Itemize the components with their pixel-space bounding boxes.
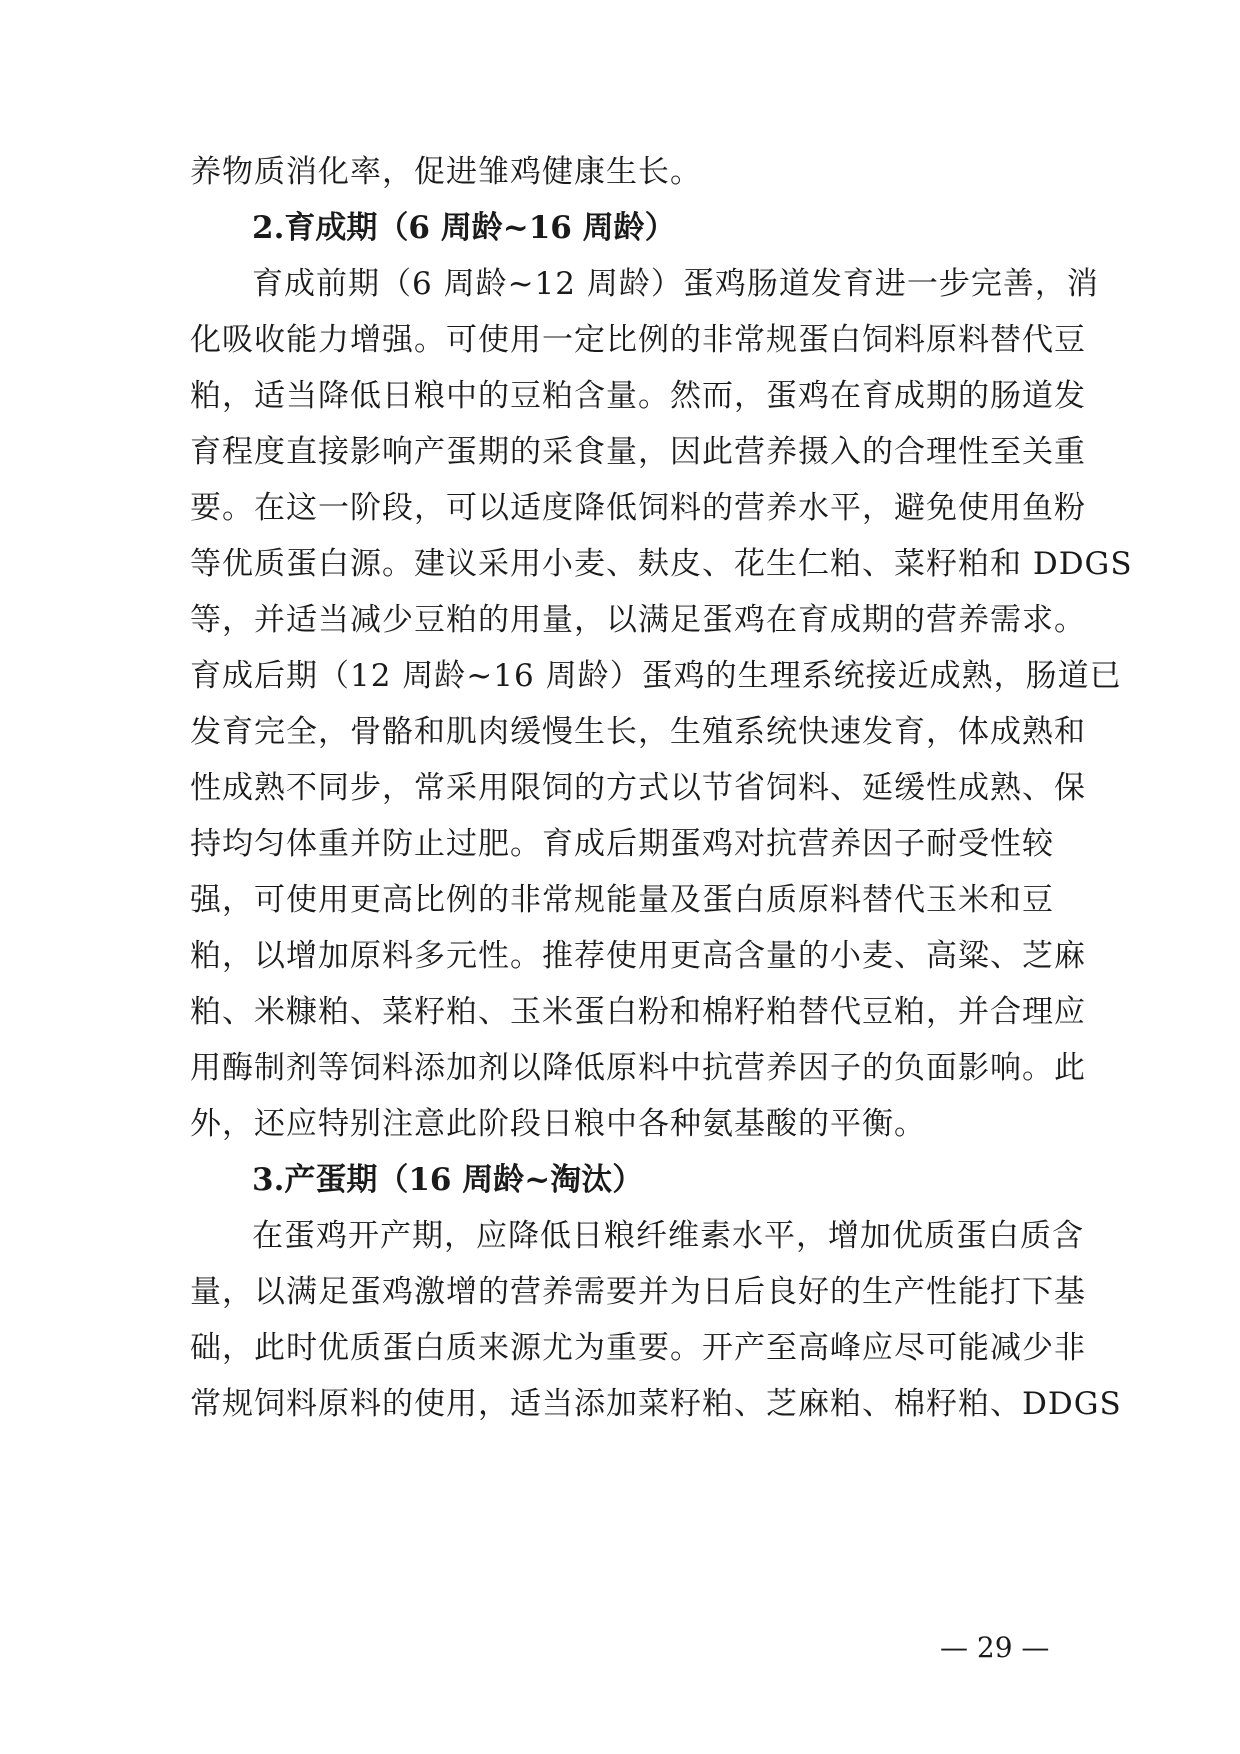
paragraph-line: 外，还应特别注意此阶段日粮中各种氨基酸的平衡。 — [190, 1106, 926, 1142]
section-heading-growing-period: 2.育成期（6 周龄~16 周龄） — [252, 210, 676, 246]
paragraph-line: 等，并适当减少豆粕的用量，以满足蛋鸡在育成期的营养需求。 — [190, 602, 1086, 638]
paragraph-line: 在蛋鸡开产期，应降低日粮纤维素水平，增加优质蛋白质含 — [252, 1218, 1084, 1254]
paragraph-line: 粕，适当降低日粮中的豆粕含量。然而，蛋鸡在育成期的肠道发 — [190, 378, 1086, 414]
paragraph-line: 育成前期（6 周龄~12 周龄）蛋鸡肠道发育进一步完善，消 — [252, 266, 1099, 302]
paragraph-line: 量，以满足蛋鸡激增的营养需要并为日后良好的生产性能打下基 — [190, 1274, 1086, 1310]
paragraph-line: 持均匀体重并防止过肥。育成后期蛋鸡对抗营养因子耐受性较 — [190, 826, 1054, 862]
paragraph-line: 等优质蛋白源。建议采用小麦、麸皮、花生仁粕、菜籽粕和 DDGS — [190, 546, 1133, 582]
paragraph-line: 粕、米糠粕、菜籽粕、玉米蛋白粉和棉籽粕替代豆粕，并合理应 — [190, 994, 1086, 1030]
paragraph-line: 常规饲料原料的使用，适当添加菜籽粕、芝麻粕、棉籽粕、DDGS — [190, 1386, 1122, 1422]
paragraph-line: 础，此时优质蛋白质来源尤为重要。开产至高峰应尽可能减少非 — [190, 1330, 1086, 1366]
paragraph-line: 育程度直接影响产蛋期的采食量，因此营养摄入的合理性至关重 — [190, 434, 1086, 470]
paragraph-line: 要。在这一阶段，可以适度降低饲料的营养水平，避免使用鱼粉 — [190, 490, 1086, 526]
paragraph-line: 强，可使用更高比例的非常规能量及蛋白质原料替代玉米和豆 — [190, 882, 1054, 918]
paragraph-line: 育成后期（12 周龄~16 周龄）蛋鸡的生理系统接近成熟，肠道已 — [190, 658, 1122, 694]
page-number: — 29 — — [940, 1631, 1050, 1664]
paragraph-line: 养物质消化率，促进雏鸡健康生长。 — [190, 154, 702, 190]
paragraph-line: 用酶制剂等饲料添加剂以降低原料中抗营养因子的负面影响。此 — [190, 1050, 1086, 1086]
section-heading-laying-period: 3.产蛋期（16 周龄~淘汰） — [252, 1162, 644, 1198]
paragraph-line: 性成熟不同步，常采用限饲的方式以节省饲料、延缓性成熟、保 — [190, 770, 1086, 806]
paragraph-line: 粕，以增加原料多元性。推荐使用更高含量的小麦、高粱、芝麻 — [190, 938, 1086, 974]
paragraph-line: 化吸收能力增强。可使用一定比例的非常规蛋白饲料原料替代豆 — [190, 322, 1086, 358]
paragraph-line: 发育完全，骨骼和肌肉缓慢生长，生殖系统快速发育，体成熟和 — [190, 714, 1086, 750]
